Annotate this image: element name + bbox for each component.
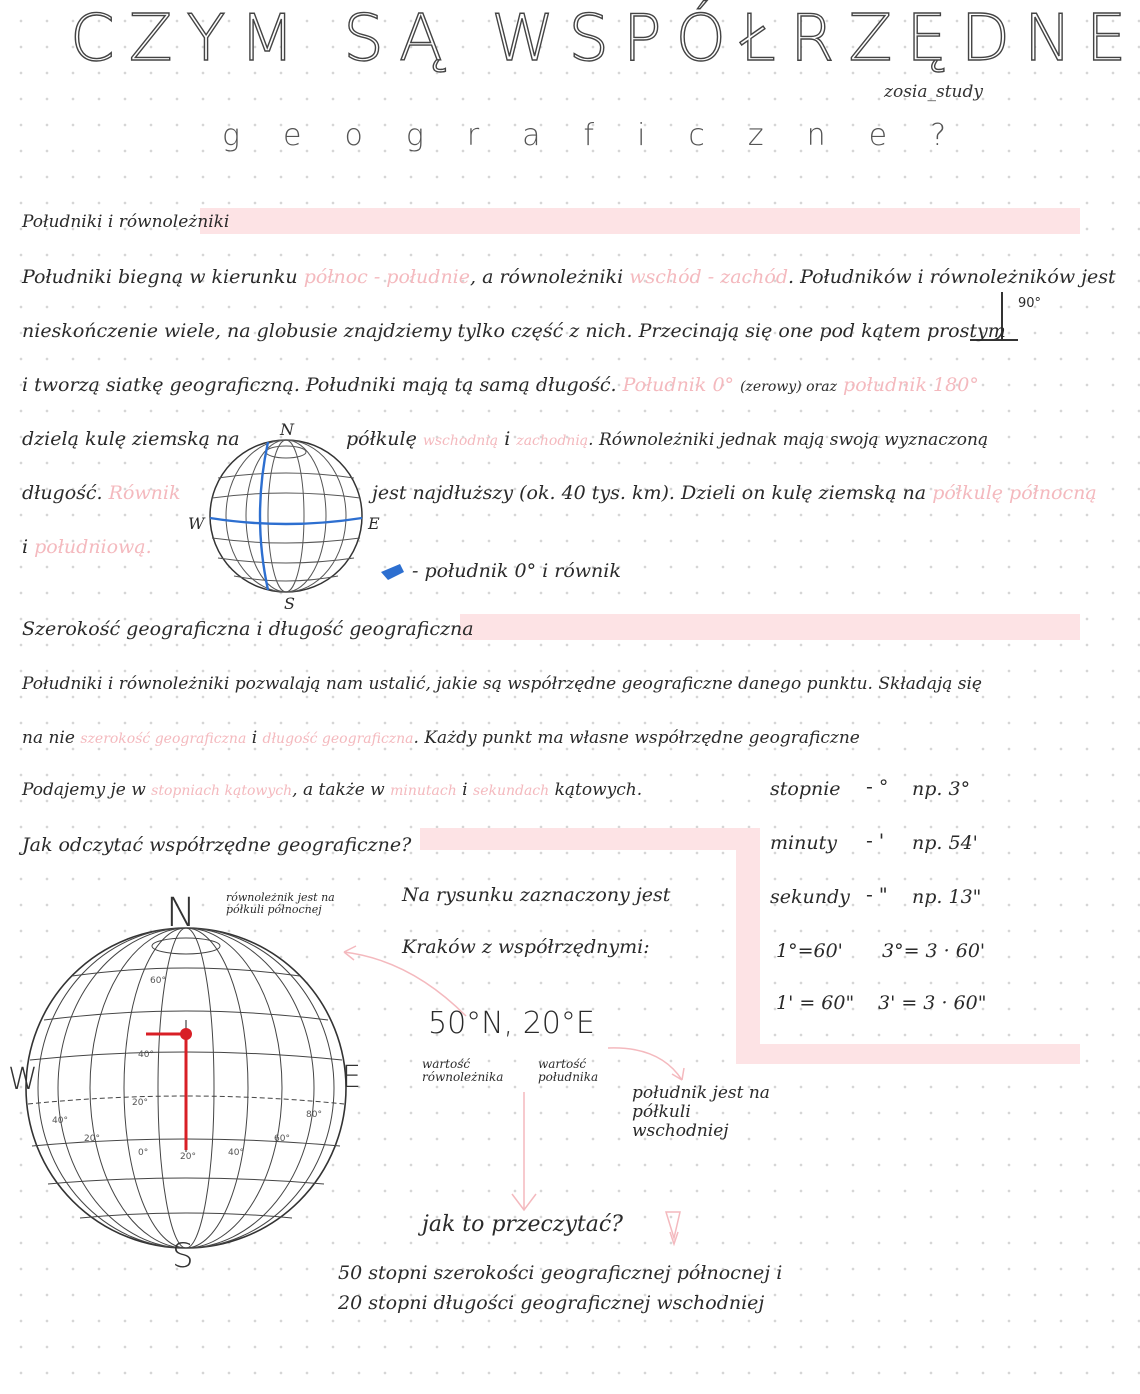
section-heading: Południki i równoleżniki [22, 212, 230, 232]
text-line: dzielą kulę ziemską na [22, 428, 240, 450]
globe-lon-label: 40° [228, 1148, 244, 1158]
coordinates: 50°N, 20°E [428, 1006, 595, 1041]
highlight-bar [200, 208, 1080, 234]
unit-equation: 3°= 3 · 60' [882, 940, 986, 962]
page-subtitle: geograficzne? [222, 118, 990, 153]
unit-example: np. 54' [912, 832, 978, 854]
arrow-down-icon [506, 1088, 546, 1218]
page-title: CZYM SĄ WSPÓŁRZĘDNE [70, 2, 1140, 76]
label-longitude-value: wartość południka [538, 1057, 599, 1084]
meridian-note: południk jest na półkuli wschodniej [632, 1083, 770, 1141]
globe-north: N [166, 890, 196, 936]
unit-equation: 1°=60' [776, 940, 843, 962]
globe-lat-label: 40° [52, 1116, 68, 1126]
unit-equation: 3' = 3 · 60" [878, 992, 987, 1014]
section-heading: Szerokość geograficzna i długość geograficzna [22, 618, 474, 640]
globe-small-south: S [284, 594, 295, 613]
text-line: Podajemy je w stopniach kątowych, a także w minutach i sekundach kątowych. [22, 780, 643, 800]
author-signature: zosia_study [884, 82, 983, 102]
globe-east: E [342, 1060, 361, 1095]
blue-marker-icon [378, 560, 408, 582]
angle-label: 90° [1018, 296, 1042, 311]
text-line: na nie szerokość geograficzna i długość geograficzna. Każdy punkt ma własne współrzędne geograficzne [22, 728, 860, 748]
globe-lon-label: 0° [138, 1148, 149, 1158]
text-line: Południki i równoleżniki pozwalają nam ustalić, jakie są współrzędne geograficzne danego punktu. Składają się [22, 674, 982, 694]
unit-name: stopnie [770, 778, 841, 800]
answer-line: 20 stopni długości geograficznej wschodniej [338, 1292, 765, 1314]
text-line: półkulę wschodnią i zachodnią. Równoleżniki jednak mają swoją wyznaczoną [346, 428, 989, 450]
globe-small-west: W [188, 514, 205, 533]
label-latitude-value: wartość równoleżnika [422, 1057, 504, 1084]
globe-lon-label: 60° [274, 1134, 290, 1144]
unit-name: minuty [770, 832, 837, 854]
globe-large [20, 920, 360, 1260]
text-line: Południki biegną w kierunku północ - południe, a równoleżniki wschód - zachód. Południków i równoleżników jest [22, 266, 1116, 288]
highlight-bar [420, 828, 760, 850]
globe-lat-label: 40° [138, 1050, 154, 1060]
highlight-bar [460, 614, 1080, 640]
globe-small-north: N [280, 420, 294, 439]
globe-small-east: E [368, 514, 380, 533]
pencil-icon [660, 1208, 686, 1248]
text-line: i tworzą siatkę geograficzną. Południki mają tą samą długość. Południk 0° (zerowy) oraz południk 180° [22, 374, 979, 396]
description-line: Na rysunku zaznaczony jest [402, 884, 671, 906]
unit-symbol: - " [866, 884, 888, 906]
section-heading: Jak odczytać współrzędne geograficzne? [22, 834, 412, 856]
highlight-bar [736, 840, 760, 1060]
globe-west: W [8, 1062, 38, 1097]
unit-symbol: - ' [866, 830, 885, 852]
legend-text: - południk 0° i równik [412, 560, 621, 582]
unit-example: np. 3° [912, 778, 971, 800]
question: jak to przeczytać? [422, 1212, 623, 1237]
globe-lon-label: 20° [180, 1152, 196, 1162]
globe-lon-label: 80° [306, 1110, 322, 1120]
unit-equation: 1' = 60" [776, 992, 855, 1014]
text-line: i południową. [22, 536, 152, 558]
globe-lon-label: 20° [84, 1134, 100, 1144]
globe-lat-label: 20° [132, 1098, 148, 1108]
answer-line: 50 stopni szerokości geograficznej północnej i [338, 1262, 783, 1284]
text-line: długość. Równik [22, 482, 181, 504]
unit-name: sekundy [770, 886, 850, 908]
globe-small [188, 418, 388, 618]
parallel-note: równoleżnik jest na półkuli północnej [226, 891, 335, 916]
highlight-bar [736, 1044, 1080, 1064]
unit-symbol: - ° [866, 776, 889, 798]
text-line: jest najdłuższy (ok. 40 tys. km). Dzieli on kulę ziemską na półkulę północną [372, 482, 1097, 504]
unit-example: np. 13" [912, 886, 982, 908]
text-line: nieskończenie wiele, na globusie znajdziemy tylko część z nich. Przecinają się one pod kątem prostym [22, 320, 1006, 342]
description-line: Kraków z współrzędnymi: [402, 936, 650, 958]
globe-south: S [172, 1236, 194, 1276]
globe-lat-label: 60° [150, 976, 166, 986]
